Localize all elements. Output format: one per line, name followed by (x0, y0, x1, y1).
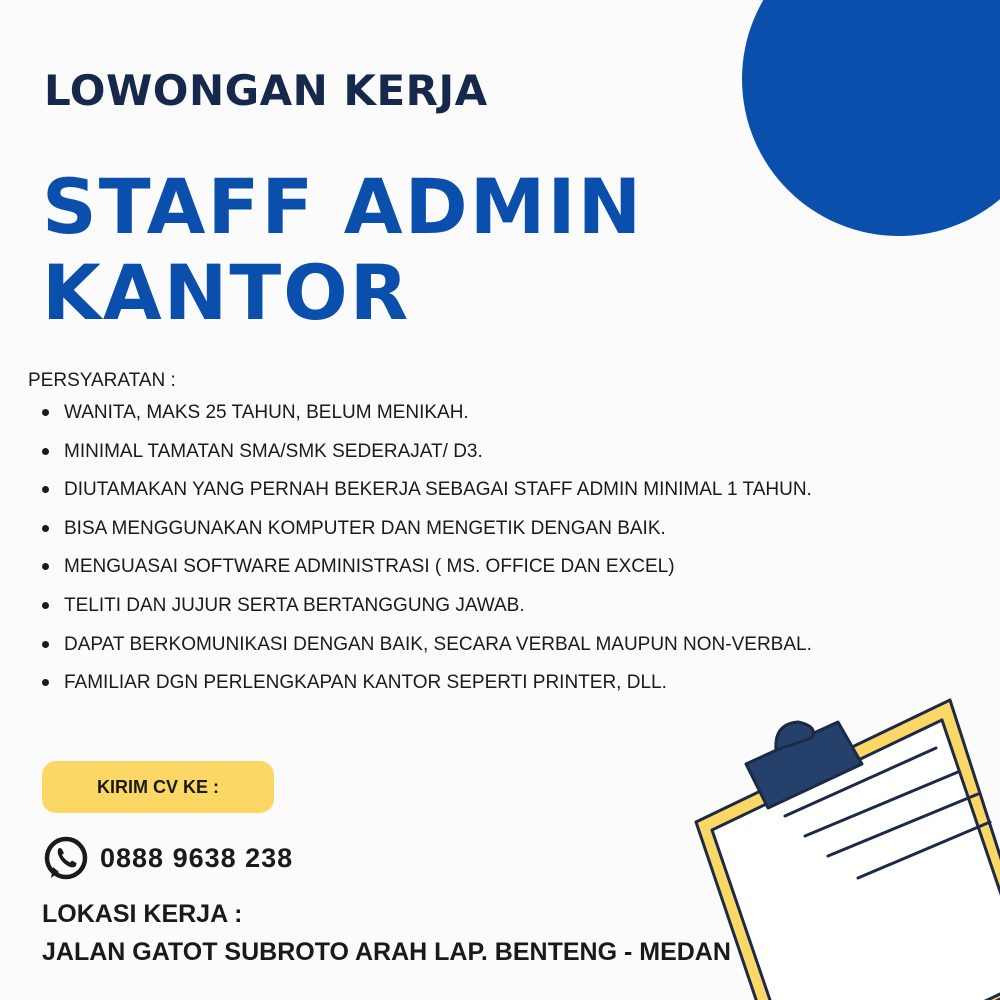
decorative-circle (742, 0, 1000, 236)
requirement-item (40, 519, 812, 558)
bullet-icon (42, 563, 49, 570)
bullet-icon (42, 486, 49, 493)
send-cv-badge (42, 761, 274, 813)
bullet-icon (42, 448, 49, 455)
bullet-icon (42, 525, 49, 532)
requirements-list (40, 403, 812, 712)
title-line-1: STAFF ADMIN (42, 162, 644, 251)
requirement-item (40, 442, 812, 481)
requirement-item (40, 403, 812, 442)
requirement-item (40, 480, 812, 519)
page-subtitle: LOWONGAN KERJA (44, 66, 488, 115)
requirement-text: DAPAT BERKOMUNIKASI DENGAN BAIK, SECARA VERBAL MAUPUN NON-VERBAL. (64, 633, 812, 655)
whatsapp-icon (42, 834, 90, 882)
requirement-item (40, 596, 812, 635)
requirement-text: WANITA, MAKS 25 TAHUN, BELUM MENIKAH. (64, 402, 469, 423)
phone-contact[interactable] (42, 834, 293, 882)
bullet-icon (42, 409, 49, 416)
phone-number[interactable]: 0888 9638 238 (100, 842, 294, 873)
requirements-heading: PERSYARATAN : (28, 370, 176, 391)
requirement-text: DIUTAMAKAN YANG PERNAH BEKERJA SEBAGAI STAFF ADMIN MINIMAL 1 TAHUN. (64, 479, 812, 501)
title-line-2: KANTOR (42, 248, 411, 337)
requirement-item (40, 557, 812, 596)
requirement-text: MINIMAL TAMATAN SMA/SMK SEDERAJAT/ D3. (64, 440, 483, 462)
requirement-text: FAMILIAR DGN PERLENGKAPAN KANTOR SEPERTI PRINTER, DLL. (64, 672, 667, 694)
requirement-item (40, 635, 812, 674)
bullet-icon (42, 679, 49, 686)
requirement-text: TELITI DAN JUJUR SERTA BERTANGGUNG JAWAB. (64, 594, 525, 616)
location-address: JALAN GATOT SUBROTO ARAH LAP. BENTENG - MEDAN (42, 938, 731, 966)
location-label: LOKASI KERJA : (42, 900, 243, 928)
bullet-icon (42, 641, 49, 648)
clipboard-icon (640, 680, 1000, 1000)
requirement-text: MENGUASAI SOFTWARE ADMINISTRASI ( MS. OFFICE DAN EXCEL) (64, 556, 675, 578)
page-title (42, 164, 643, 336)
requirement-text: BISA MENGGUNAKAN KOMPUTER DAN MENGETIK DENGAN BAIK. (64, 517, 666, 539)
bullet-icon (42, 602, 49, 609)
send-cv-label: KIRIM CV KE : (96, 776, 219, 797)
